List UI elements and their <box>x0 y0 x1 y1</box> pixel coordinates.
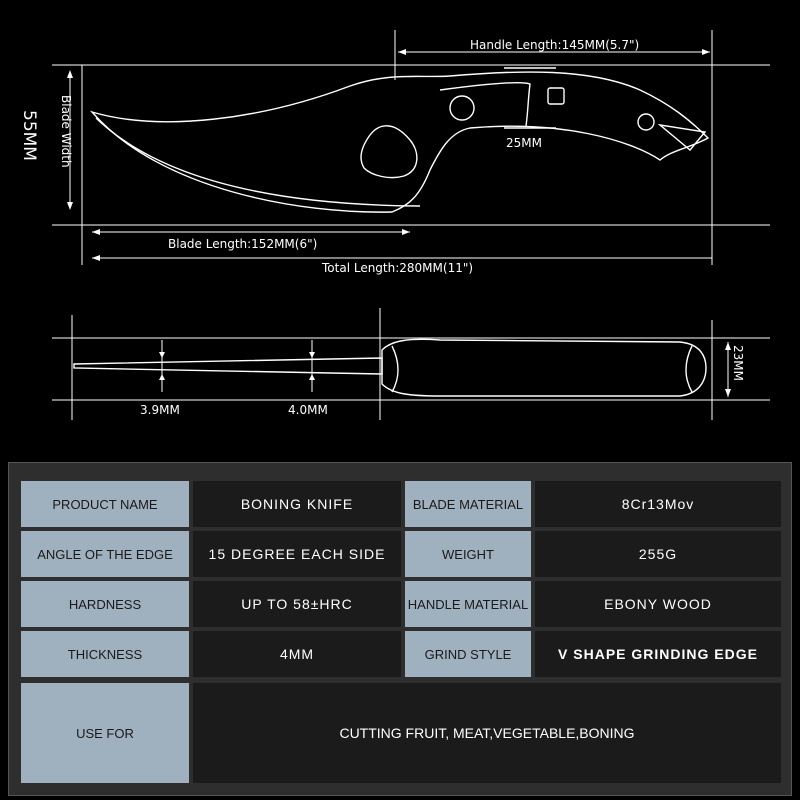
spine-thickness-label-2: 4.0MM <box>288 403 328 417</box>
handle-thickness-label: 23MM <box>731 345 745 381</box>
spec-label-grind-style: GRIND STYLE <box>405 631 531 677</box>
handle-rivet-back <box>638 114 654 130</box>
blade-length-label: Blade Length:152MM(6") <box>168 237 318 251</box>
spec-value-edge-angle: 15 DEGREE EACH SIDE <box>193 531 401 577</box>
bolster-line <box>440 83 530 126</box>
blade-width-label: Blade Width <box>59 95 73 168</box>
spec-label-product-name: PRODUCT NAME <box>21 481 189 527</box>
spec-value-blade-material: 8Cr13Mov <box>535 481 781 527</box>
spec-label-blade-material: BLADE MATERIAL <box>405 481 531 527</box>
handle-top-outline <box>382 339 706 396</box>
bolster-width-label: 25MM <box>506 136 542 150</box>
blade-edge-bevel <box>96 118 420 206</box>
handle-length-label: Handle Length:145MM(5.7") <box>470 38 640 52</box>
spine-thickness-label-1: 3.9MM <box>140 403 180 417</box>
spec-value-grind-style: V SHAPE GRINDING EDGE <box>535 631 781 677</box>
blade-spine-top <box>74 358 382 374</box>
spec-table <box>8 462 792 796</box>
spec-value-weight: 255G <box>535 531 781 577</box>
spec-value-handle-material: EBONY WOOD <box>535 581 781 627</box>
handle-front-contour <box>392 346 398 392</box>
spec-label-use-for: USE FOR <box>21 683 189 783</box>
total-length-label: Total Length:280MM(11") <box>322 261 474 275</box>
handle-back-contour <box>686 346 692 392</box>
spec-value-product-name: BONING KNIFE <box>193 481 401 527</box>
spec-label-hardness: HARDNESS <box>21 581 189 627</box>
knife-side-view <box>92 68 708 212</box>
spec-value-use-for: CUTTING FRUIT, MEAT,VEGETABLE,BONING <box>193 683 781 783</box>
knife-top-view <box>74 339 706 396</box>
spec-value-hardness: UP TO 58±HRC <box>193 581 401 627</box>
knife-outline <box>92 72 708 212</box>
spec-value-thickness: 4MM <box>193 631 401 677</box>
handle-rivet-middle <box>548 88 564 104</box>
blade-finger-hole <box>361 126 417 178</box>
blade-width-mm-label: 55MM <box>19 110 39 161</box>
spec-label-edge-angle: ANGLE OF THE EDGE <box>21 531 189 577</box>
spec-label-handle-material: HANDLE MATERIAL <box>405 581 531 627</box>
handle-rivet-front <box>450 96 474 120</box>
spec-label-weight: WEIGHT <box>405 531 531 577</box>
spec-label-thickness: THICKNESS <box>21 631 189 677</box>
